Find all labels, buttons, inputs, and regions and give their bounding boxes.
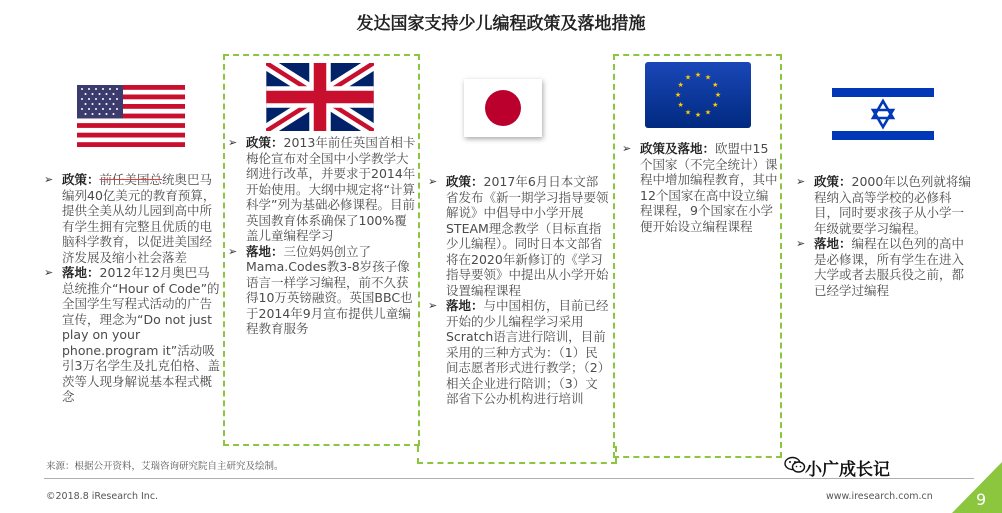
us-implementation-item xyxy=(44,265,222,405)
policy-label: 政策： xyxy=(446,174,484,189)
policy-text: 统奥巴马编列40亿美元的教育预算，提供全美从幼儿园到高中所有学生拥有完整且优质的电脑科学教育，以促进美国经济发展及缩小社会落差 xyxy=(62,172,216,265)
uk-implementation-item xyxy=(228,244,416,337)
svg-text:★: ★ xyxy=(677,81,684,89)
policy-text: 2017年6月日本文部省发布《新一期学习指导要领解说》中倡导中小学开展STEAM理念教学（目标直指少儿编程）。同时日本文部省将在2020年新修订的《学习指导要领》中提出从小学开始设置编程课程 xyxy=(446,174,609,298)
implementation-text: 编程在以色列的高中是必修课，所有学生在进入大学或者去服兵役之前，都已经学过编程 xyxy=(814,236,965,298)
us-flag-icon xyxy=(77,85,185,147)
policy-text: 欧盟中15个国家（不完全统计）课程中增加编程教育，其中12个国家在高中设立编程课程，9个国家在小学便开始设立编程课程 xyxy=(640,141,778,234)
svg-text:★: ★ xyxy=(677,101,684,109)
arrow-bullet-icon: ➢ xyxy=(44,266,54,279)
israel-policy-column xyxy=(796,174,974,298)
policy-label: 政策及落地： xyxy=(640,141,716,156)
policy-label: 政策： xyxy=(814,174,852,189)
implementation-text: 2012年12月奥巴马总统推介“Hour of Code”的全国学生写程式活动的广告宣传，理念为“Do not just play on your phone.program it”活动吸引3万名学生及扎克伯格、盖茨等人现身解说基本程式概念 xyxy=(62,265,220,404)
policy-label: 政策： xyxy=(246,135,284,150)
implementation-label: 落地： xyxy=(814,236,852,251)
uk-policy-item xyxy=(228,135,416,244)
svg-text:★: ★ xyxy=(694,111,702,119)
arrow-bullet-icon: ➢ xyxy=(228,136,238,149)
svg-text:★: ★ xyxy=(674,91,682,99)
arrow-bullet-icon: ➢ xyxy=(428,299,438,312)
japan-policy-item xyxy=(428,174,610,298)
israel-implementation-item xyxy=(796,236,974,298)
arrow-bullet-icon: ➢ xyxy=(622,142,632,155)
copyright-text: ©2018.8 iResearch Inc. xyxy=(46,491,159,502)
policy-label: 政策： xyxy=(62,172,100,187)
policy-text: 2000年以色列就将编程纳入高等学校的必修科目，同时要求孩子从小学一年级就要学习编程。 xyxy=(814,174,971,236)
israel-flag-icon xyxy=(832,83,934,145)
svg-text:★: ★ xyxy=(712,81,719,89)
arrow-bullet-icon: ➢ xyxy=(44,173,54,186)
struck-text: 前任美国总 xyxy=(99,172,163,187)
japan-implementation-item xyxy=(428,298,610,407)
arrow-bullet-icon: ➢ xyxy=(228,244,238,258)
us-policy-item xyxy=(44,172,222,265)
eu-policy-item xyxy=(622,141,780,234)
source-note: 来源：根据公开资料，艾瑞咨询研究院自主研究及绘制。 xyxy=(46,461,284,472)
website-url: www.iresearch.com.cn xyxy=(826,491,933,502)
svg-text:★: ★ xyxy=(714,91,722,99)
implementation-text: 三位妈妈创立了Mama.Codes教3-8岁孩子像语言一样学习编程，前不久获得10万英镑融资。英国BBC也于2014年9月宣布提供儿童编程教育服务 xyxy=(246,243,413,336)
svg-text:★: ★ xyxy=(704,73,712,82)
page-number: 9 xyxy=(976,490,987,509)
watermark-text: 小广成长记 xyxy=(805,460,890,480)
arrow-bullet-icon: ➢ xyxy=(796,237,806,250)
uk-policy-column xyxy=(228,135,416,337)
eu-flag-icon xyxy=(645,62,751,128)
eu-policy-column xyxy=(622,141,780,234)
implementation-label: 落地： xyxy=(62,265,100,280)
implementation-label: 落地： xyxy=(446,298,484,313)
svg-text:★: ★ xyxy=(712,101,719,109)
policy-text: 2013年前任英国首相卡梅伦宣布对全国中小学教学大纲进行改革，并要求于2014年开始使用。大纲中规定将“计算科学”列为基础必修课程。目前英国教育体系确保了100%覆盖儿童编程学习 xyxy=(246,135,416,243)
implementation-text: 与中国相仿，目前已经开始的少儿编程学习采用Scratch语言进行陪训，目前采用的三种方式为：（1）民间志愿者形式进行教学；（2）相关企业进行陪训；（3）文部省下公办机构进行培训 xyxy=(446,298,609,406)
japan-policy-column xyxy=(428,174,610,407)
japan-column-highlight-box xyxy=(417,446,617,464)
israel-policy-item xyxy=(796,174,974,236)
us-policy-column xyxy=(44,172,222,405)
arrow-bullet-icon: ➢ xyxy=(428,175,438,188)
uk-flag-icon xyxy=(266,63,374,131)
arrow-bullet-icon: ➢ xyxy=(796,175,806,188)
page-title: 发达国家支持少儿编程政策及落地措施 xyxy=(356,14,646,34)
japan-flag-icon xyxy=(464,79,542,137)
svg-text:★: ★ xyxy=(684,73,692,82)
svg-text:★: ★ xyxy=(704,108,712,117)
svg-text:★: ★ xyxy=(684,108,692,117)
wechat-icon xyxy=(784,456,806,474)
svg-text:★: ★ xyxy=(694,71,702,79)
implementation-label: 落地： xyxy=(246,243,284,259)
